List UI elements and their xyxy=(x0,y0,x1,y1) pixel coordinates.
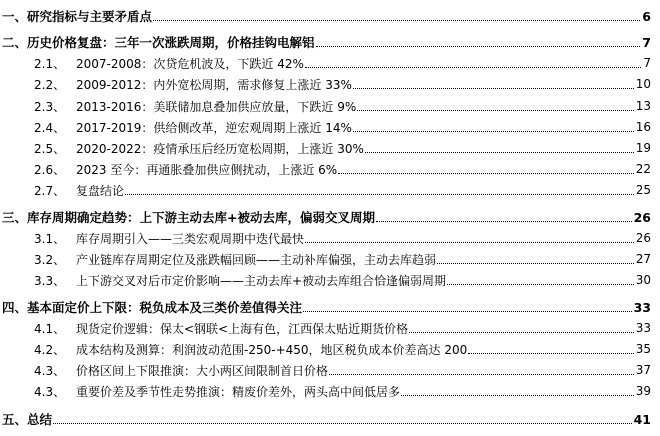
toc-page-number: 7 xyxy=(643,56,651,70)
toc-page-number: 22 xyxy=(635,162,651,176)
toc-title: 库存周期引入——三类宏观周期中迭代最快 xyxy=(76,231,305,246)
dotted-leader xyxy=(316,46,641,47)
toc-entry-4[interactable] xyxy=(0,297,660,317)
toc-title: 价格区间上下限推演：大小两区间限制首日价格 xyxy=(76,363,329,378)
toc-title: 基本面定价上下限：税负成本及三类价差值得关注 xyxy=(27,300,303,315)
toc-title: 2013-2016：美联储加息叠加供应放量，下跌近 9% xyxy=(76,99,357,114)
toc-number: 2.2、 xyxy=(34,77,66,92)
dotted-leader xyxy=(338,173,634,174)
dotted-leader xyxy=(353,88,634,89)
toc-title: 研究指标与主要矛盾点 xyxy=(27,9,153,24)
dotted-leader xyxy=(376,221,632,222)
toc-page-number: 19 xyxy=(635,141,651,155)
toc-number: 4.1、 xyxy=(34,321,66,336)
toc-page-number: 6 xyxy=(642,8,651,24)
toc-page-number: 30 xyxy=(635,273,651,287)
toc-title: 产业链库存周期定位及涨跌幅回顾——主动补库偏强，主动去库趋弱 xyxy=(76,252,437,267)
dotted-leader xyxy=(353,131,634,132)
toc-entry-2-5[interactable] xyxy=(0,138,660,158)
dotted-leader xyxy=(468,353,633,354)
toc-entry-4-1[interactable] xyxy=(0,318,660,338)
toc-entry-2-4[interactable] xyxy=(0,117,660,137)
toc-number: 一、 xyxy=(2,9,28,24)
toc-entry-3-2[interactable] xyxy=(0,249,660,269)
toc-page-number: 7 xyxy=(642,34,651,50)
toc-entry-3-1[interactable] xyxy=(0,228,660,248)
toc-entry-5[interactable] xyxy=(0,409,660,429)
toc-entry-2[interactable] xyxy=(0,32,660,52)
toc-number: 五、 xyxy=(2,412,28,427)
toc-number: 2.3、 xyxy=(34,99,66,114)
dotted-leader xyxy=(305,242,634,243)
dotted-leader xyxy=(401,395,634,396)
toc-title: 2007-2008：次贷危机波及，下跌近 42% xyxy=(76,56,304,71)
toc-number: 3.2、 xyxy=(34,252,66,267)
toc-title: 2017-2019：供给侧改革，逆宏观周期上涨近 14% xyxy=(76,120,352,135)
toc-title: 2009-2012：内外宽松周期，需求修复上涨近 33% xyxy=(76,77,352,92)
toc-entry-2-2[interactable] xyxy=(0,74,660,94)
dotted-leader xyxy=(447,284,634,285)
toc-number: 四、 xyxy=(2,300,28,315)
toc-number: 二、 xyxy=(2,35,28,50)
toc-page-number: 37 xyxy=(635,363,651,377)
toc-number: 4.2、 xyxy=(34,342,66,357)
toc-entry-1[interactable] xyxy=(0,6,660,26)
dotted-leader xyxy=(53,423,632,424)
toc-number: 2.7、 xyxy=(34,183,66,198)
toc-page-number: 25 xyxy=(635,183,651,197)
toc-page-number: 16 xyxy=(635,120,651,134)
toc-number: 4.3、 xyxy=(34,384,66,399)
toc-number: 2.4、 xyxy=(34,120,66,135)
toc-number: 3.3、 xyxy=(34,273,66,288)
toc-entry-4-2[interactable] xyxy=(0,339,660,359)
dotted-leader xyxy=(153,20,640,21)
dotted-leader xyxy=(305,67,641,68)
toc-page-number: 26 xyxy=(633,209,651,225)
dotted-leader xyxy=(437,263,634,264)
toc-number: 2.6、 xyxy=(34,162,66,177)
toc-title: 成本结构及测算：利润波动范围-250-+450，地区税负成本价差高达 200 xyxy=(76,342,468,357)
toc-title: 2023 至今：再通胀叠加供应侧扰动，上涨近 6% xyxy=(76,162,338,177)
toc-title: 历史价格复盘：三年一次涨跌周期，价格挂钩电解铝 xyxy=(27,35,315,50)
toc-entry-4-3a[interactable] xyxy=(0,360,660,380)
toc-title: 库存周期确定趋势：上下游主动去库+被动去库，偏弱交叉周期 xyxy=(27,210,375,225)
toc-entry-3[interactable] xyxy=(0,207,660,227)
dotted-leader xyxy=(125,194,634,195)
toc-title: 重要价差及季节性走势推演：精废价差外，两头高中间低居多 xyxy=(76,384,401,399)
toc-page-number: 39 xyxy=(635,384,651,398)
dotted-leader xyxy=(409,332,634,333)
toc-page-number: 27 xyxy=(635,252,651,266)
toc-title: 复盘结论 xyxy=(76,183,125,198)
toc-page-number: 33 xyxy=(635,321,651,335)
dotted-leader xyxy=(329,374,634,375)
toc-page-number: 10 xyxy=(635,77,651,91)
toc-page-number: 13 xyxy=(635,99,651,113)
toc-number: 三、 xyxy=(2,210,28,225)
toc-title: 总结 xyxy=(27,412,53,427)
toc-entry-3-3[interactable] xyxy=(0,270,660,290)
toc-title: 2020-2022：疫情承压后经历宽松周期，上涨近 30% xyxy=(76,141,364,156)
dotted-leader xyxy=(365,152,634,153)
toc-entry-4-3b[interactable] xyxy=(0,381,660,401)
toc-entry-2-7[interactable] xyxy=(0,180,660,200)
toc-number: 2.5、 xyxy=(34,141,66,156)
toc-entry-2-1[interactable] xyxy=(0,53,660,73)
dotted-leader xyxy=(357,110,633,111)
toc-title: 上下游交叉对后市定价影响——主动去库+被动去库组合恰逢偏弱周期 xyxy=(76,273,447,288)
dotted-leader xyxy=(303,311,632,312)
toc-entry-2-6[interactable] xyxy=(0,159,660,179)
toc-title: 现货定价逻辑：保太<钢联<上海有色，江西保太贴近期货价格 xyxy=(76,321,409,336)
toc-page-number: 35 xyxy=(635,342,651,356)
toc-page-number: 41 xyxy=(633,411,651,427)
toc-page-number: 33 xyxy=(633,299,651,315)
toc-number: 4.3、 xyxy=(34,363,66,378)
toc-page-number: 26 xyxy=(635,231,651,245)
toc-number: 3.1、 xyxy=(34,231,66,246)
toc-number: 2.1、 xyxy=(34,56,66,71)
toc-entry-2-3[interactable] xyxy=(0,96,660,116)
